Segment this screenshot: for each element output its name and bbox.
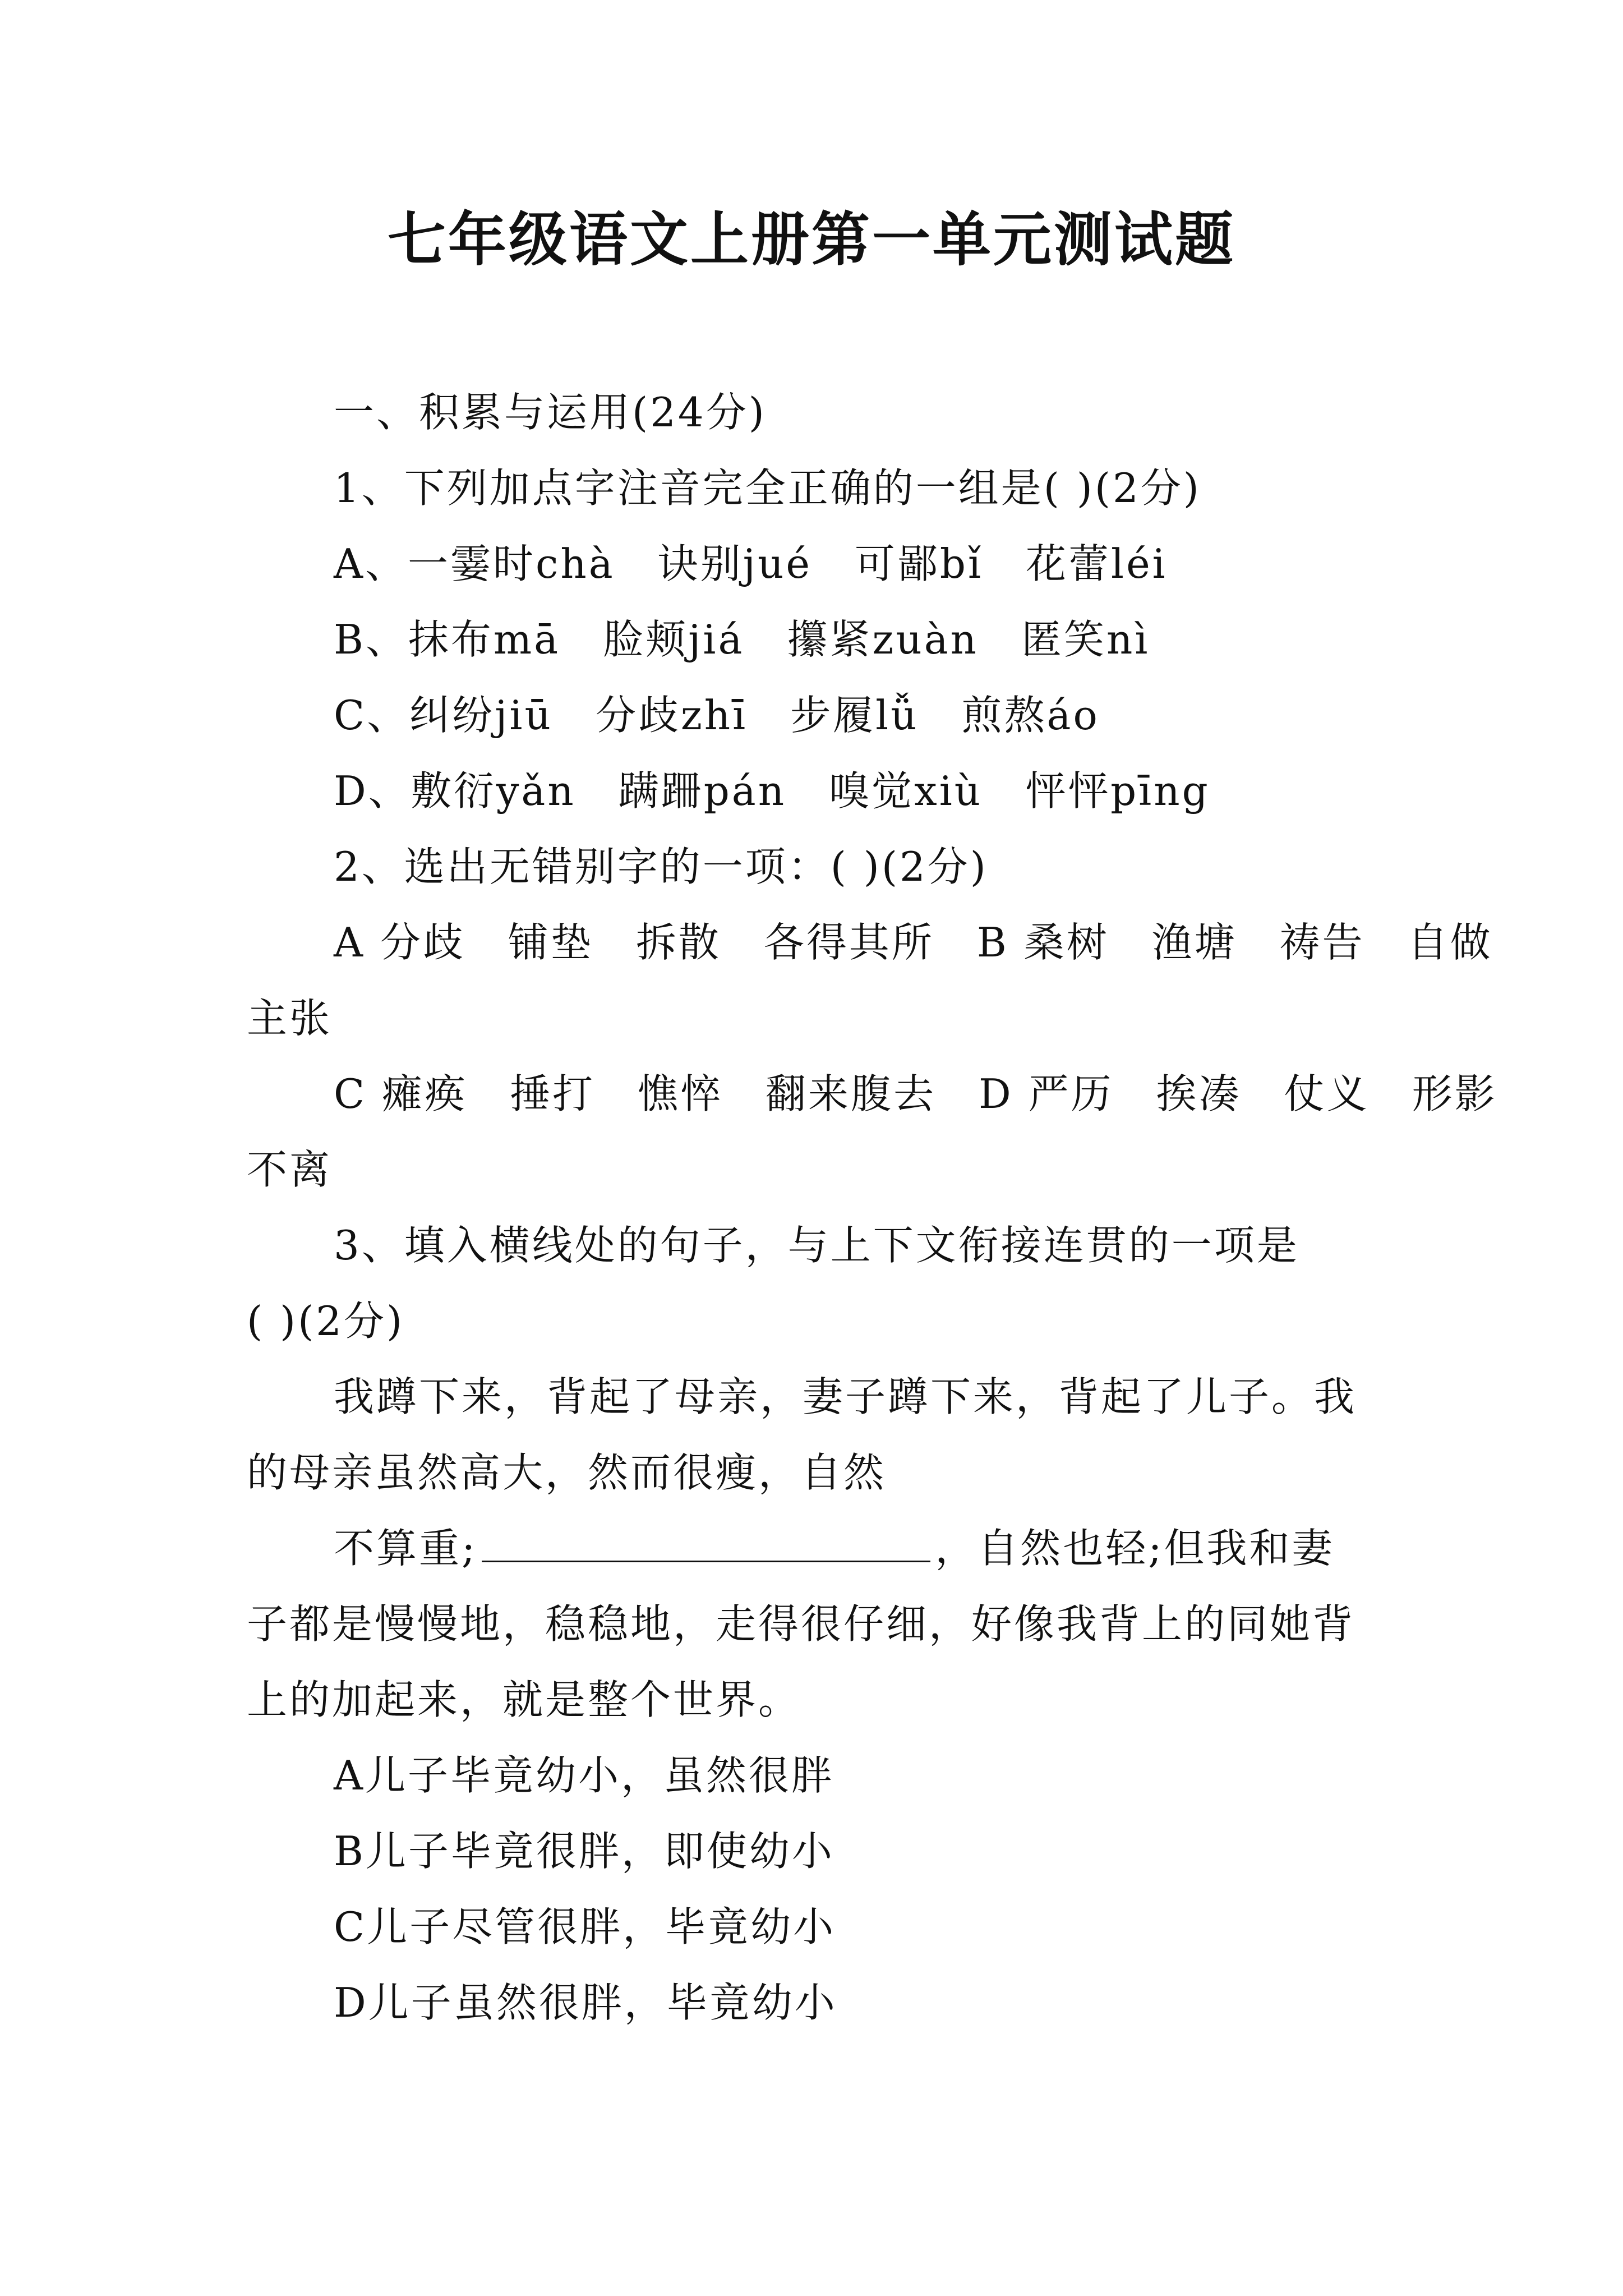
passage-line-3-start: 不算重; bbox=[334, 1525, 478, 1572]
question-2-stem: 2、选出无错别字的一项：( )(2分) bbox=[334, 843, 988, 890]
fill-in-blank[interactable] bbox=[482, 1526, 930, 1562]
question-2-options-line-1-continued: 主张 bbox=[247, 995, 333, 1042]
passage-line-3-end: ，自然也轻;但我和妻 bbox=[935, 1525, 1335, 1572]
page-title: 七年级语文上册第一单元测试题 bbox=[387, 205, 1235, 274]
question-1-option-d: D、敷衍yǎn 蹒跚pán 嗅觉xiù 怦怦pīng bbox=[334, 767, 1210, 815]
question-3-passage-line-1: 我蹲下来，背起了母亲，妻子蹲下来，背起了儿子。我 bbox=[334, 1373, 1357, 1420]
question-2-options-line-1: A 分歧 铺垫 拆散 各得其所 B 桑树 渔塘 祷告 自做 bbox=[334, 919, 1493, 966]
question-2-options-line-2-continued: 不离 bbox=[247, 1146, 333, 1193]
question-2-options-line-2: C 瘫痪 捶打 憔悴 翻来腹去 D 严历 挨凑 仗义 形影 bbox=[334, 1070, 1497, 1117]
section-heading: 一、积累与运用(24分) bbox=[334, 389, 767, 436]
question-3-option-d: D儿子虽然很胖，毕竟幼小 bbox=[334, 1979, 837, 2026]
question-3-option-b: B儿子毕竟很胖，即使幼小 bbox=[334, 1828, 834, 1875]
question-1-option-a: A、一霎时chà 诀别jué 可鄙bǐ 花蕾léi bbox=[334, 540, 1168, 587]
question-1-option-b: B、抹布mā 脸颊jiá 攥紧zuàn 匿笑nì bbox=[334, 616, 1150, 663]
question-3-stem: 3、填入横线处的句子，与上下文衔接连贯的一项是 bbox=[334, 1222, 1299, 1269]
question-3-passage-line-3 bbox=[334, 1520, 1335, 1576]
question-1-stem: 1、下列加点字注音完全正确的一组是( )(2分) bbox=[334, 464, 1201, 512]
question-1-option-c: C、纠纷jiū 分歧zhī 步履lǚ 煎熬áo bbox=[334, 692, 1100, 739]
question-3-passage-line-4: 子都是慢慢地，稳稳地，走得很仔细，好像我背上的同她背 bbox=[247, 1600, 1355, 1648]
question-3-passage-line-2: 的母亲虽然高大，然而很瘦，自然 bbox=[247, 1449, 887, 1496]
question-3-passage-line-5: 上的加起来，就是整个世界。 bbox=[247, 1676, 801, 1723]
question-3-stem-continued: ( )(2分) bbox=[247, 1297, 405, 1345]
question-3-option-a: A儿子毕竟幼小，虽然很胖 bbox=[334, 1752, 834, 1799]
question-3-option-c: C儿子尽管很胖，毕竟幼小 bbox=[334, 1903, 836, 1950]
